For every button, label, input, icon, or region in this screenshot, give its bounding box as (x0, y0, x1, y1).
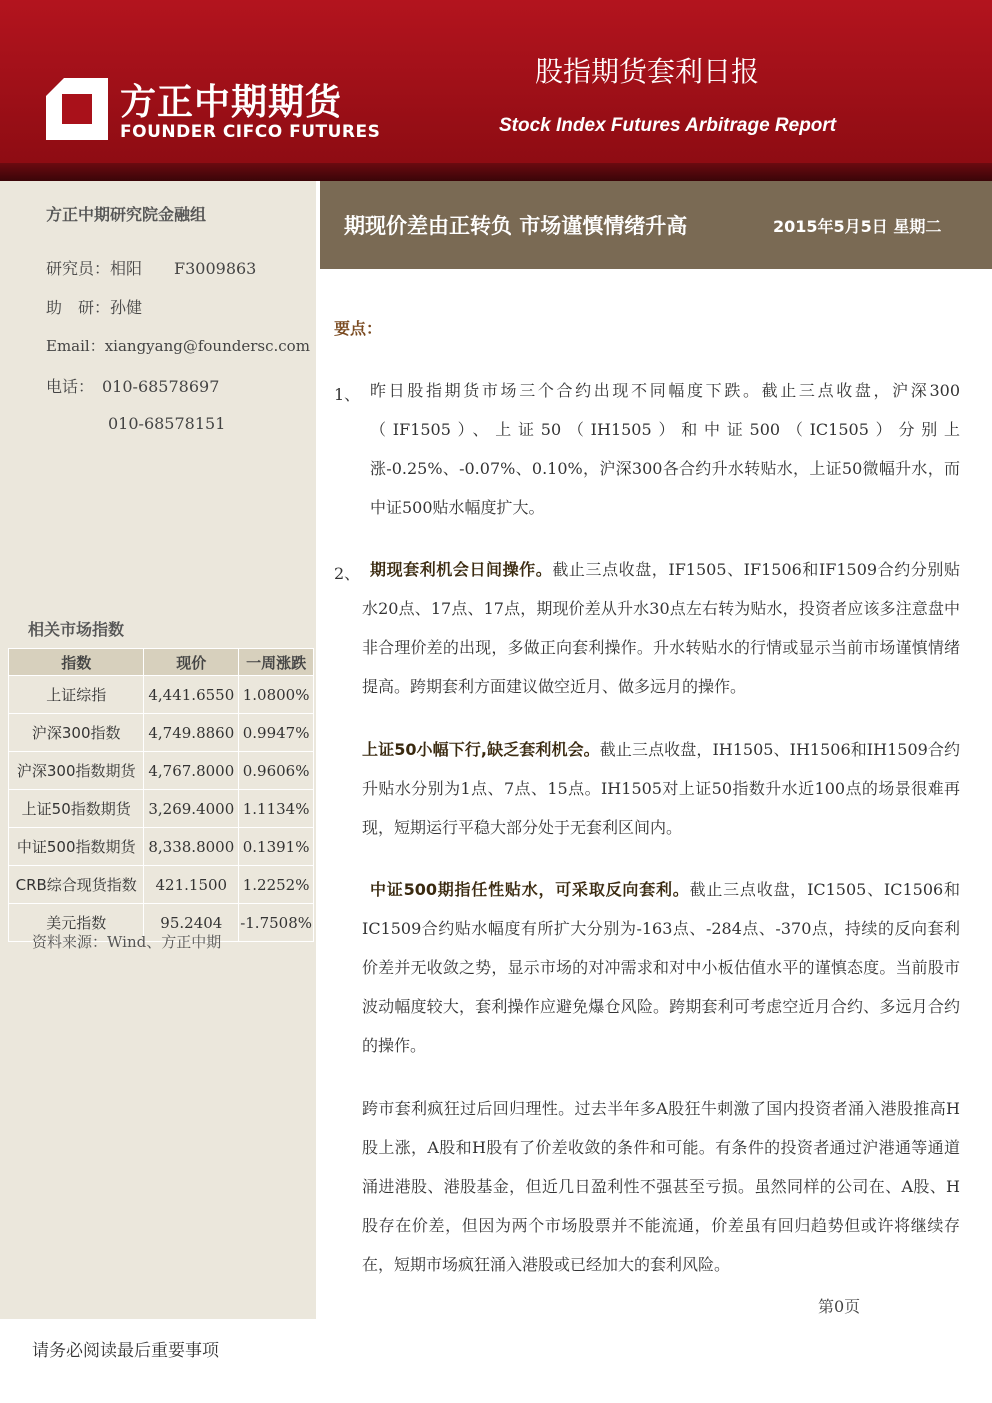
index-change: 1.0800% (239, 676, 314, 714)
index-name: 上证50指数期货 (9, 790, 144, 828)
index-price: 8,338.8000 (144, 828, 239, 866)
logo-english-name: FOUNDER CIFCO FUTURES (120, 122, 381, 142)
table-row (9, 752, 314, 790)
researcher-info: 研究员：相阳 F3009863 (46, 259, 257, 278)
phone-secondary: 010-68578151 (108, 414, 226, 433)
point-4-paragraph (362, 870, 960, 1065)
point-2-paragraph (362, 550, 960, 706)
index-change: 0.1391% (239, 828, 314, 866)
data-source-note: 资料来源：Wind、方正中期 (32, 933, 222, 951)
market-index-table (8, 648, 314, 942)
email-link[interactable]: Email：xiangyang@foundersc.com (46, 337, 310, 355)
index-name: 中证500指数期货 (9, 828, 144, 866)
index-price: 95.2404 (144, 904, 239, 942)
research-group: 方正中期研究院金融组 (46, 205, 207, 224)
point-number: 1、 (334, 385, 361, 404)
headline: 期现价差由正转负 市场谨慎情绪升高 (344, 214, 688, 238)
column-header: 现价 (144, 649, 239, 676)
index-name: 美元指数 (9, 904, 144, 942)
logo-chinese-name: 方正中期期货 (120, 82, 343, 123)
index-name: 沪深300指数期货 (9, 752, 144, 790)
index-change: -1.7508% (239, 904, 314, 942)
key-points-label: 要点： (334, 319, 383, 338)
index-price: 3,269.4000 (144, 790, 239, 828)
market-index-title: 相关市场指数 (28, 620, 125, 639)
assistant-info: 助 研：孙健 (46, 298, 143, 317)
index-name: 上证综指 (9, 676, 144, 714)
point-2-text: 截止三点收盘，IF1505、IF1506和IF1509合约分别贴水20点、17点、17点，期现价差从升水30点左右转为贴水，投资者应该多注意盘中非合理价差的出现，多做正向套利操作。升水转贴水的行情或显示当前市场谨慎情绪提高。跨期套利方面建议做空近月、做多远月的操作。 (362, 560, 960, 696)
column-header: 指数 (9, 649, 144, 676)
founder-logo-icon (46, 78, 108, 140)
point-4-text: 截止三点收盘，IC1505、IC1506和IC1509合约贴水幅度有所扩大分别为-163点、-284点、-370点，持续的反向套利价差并无收敛之势，显示市场的对冲需求和对中小板估值水平的谨慎态度。当前股市波动幅度较大，套利操作应避免爆仓风险。跨期套利可考虑空近月合约、多远月合约的操作。 (362, 880, 960, 1055)
point-5-paragraph (362, 1089, 960, 1284)
index-price: 421.1500 (144, 866, 239, 904)
table-row (9, 866, 314, 904)
point-3-lead: 上证50小幅下行,缺乏套利机会。 (362, 740, 600, 759)
point-1-paragraph (370, 371, 960, 527)
index-price: 4,749.8860 (144, 714, 239, 752)
table-row (9, 828, 314, 866)
header-shadow-strip (0, 163, 992, 181)
index-change: 1.2252% (239, 866, 314, 904)
table-header-row (9, 649, 314, 676)
report-title-chinese: 股指期货套利日报 (535, 55, 760, 88)
index-change: 0.9606% (239, 752, 314, 790)
index-name: CRB综合现货指数 (9, 866, 144, 904)
disclaimer-notice: 请务必阅读最后重要事项 (32, 1341, 219, 1361)
report-date: 2015年5月5日 星期二 (773, 217, 942, 236)
index-price: 4,441.6550 (144, 676, 239, 714)
index-change: 0.9947% (239, 714, 314, 752)
index-name: 沪深300指数 (9, 714, 144, 752)
point-5-text: 跨市套利疯狂过后回归理性。过去半年多A股狂牛刺激了国内投资者涌入港股推高H股上涨，A股和H股有了价差收敛的条件和可能。有条件的投资者通过沪港通等通道涌进港股、港股基金，但近几日盈利性不强甚至亏损。虽然同样的公司在、A股、H股存在价差，但因为两个市场股票并不能流通，价差虽有回归趋势但或许将继续存在，短期市场疯狂涌入港股或已经加大的套利风险。 (362, 1099, 960, 1274)
report-title-english: Stock Index Futures Arbitrage Report (499, 115, 837, 136)
page-number: 第0页 (818, 1297, 861, 1316)
table-row (9, 714, 314, 752)
phone-primary: 电话： 010-68578697 (46, 377, 220, 396)
point-4-lead: 中证500期指任性贴水，可采取反向套利。 (370, 880, 690, 899)
index-price: 4,767.8000 (144, 752, 239, 790)
point-1-text: 昨日股指期货市场三个合约出现不同幅度下跌。截止三点收盘，沪深300（IF1505）、上证50（IH1505）和中证500（IC1505）分别上涨-0.25%、-0.07%、0.10%，沪深300各合约升水转贴水，上证50微幅升水，而中证500贴水幅度扩大。 (370, 381, 960, 517)
table-row (9, 676, 314, 714)
point-2-lead: 期现套利机会日间操作。 (370, 560, 553, 579)
point-3-paragraph (362, 730, 960, 847)
point-3-text: 截止三点收盘，IH1505、IH1506和IH1509合约升贴水分别为1点、7点、15点。IH1505对上证50指数升水近100点的场景很难再现，短期运行平稳大部分处于无套利区间内。 (362, 740, 960, 837)
column-header: 一周涨跌 (239, 649, 314, 676)
table-row (9, 790, 314, 828)
index-change: 1.1134% (239, 790, 314, 828)
point-number: 2、 (334, 564, 361, 583)
